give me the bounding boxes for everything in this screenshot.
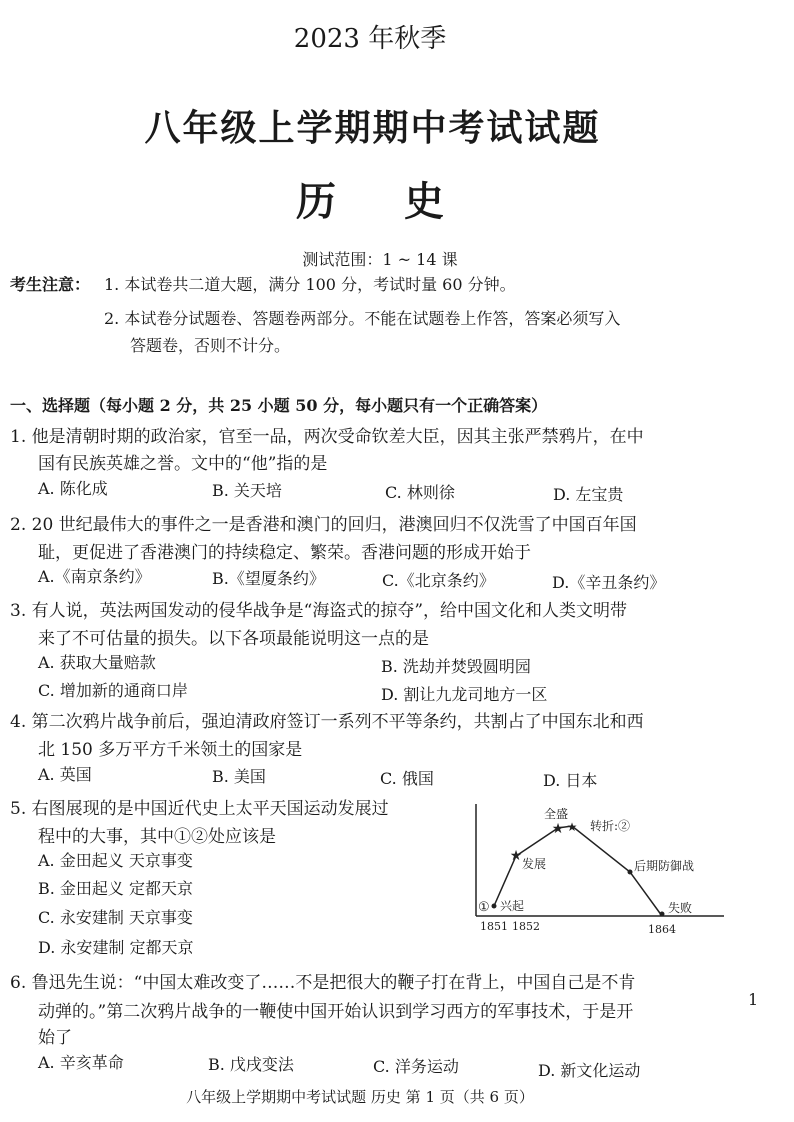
point-late: [628, 870, 633, 875]
year-1851: 1851: [480, 920, 508, 933]
q6-option-c: C. 洋务运动: [373, 1057, 459, 1076]
exam-season: 2023 年秋季: [293, 24, 447, 54]
star-peak-1: ★: [551, 821, 565, 837]
star-develop: ★: [509, 848, 523, 864]
label-late-defense: 后期防御战: [634, 859, 695, 873]
taiping-development-diagram: [462, 796, 762, 946]
question-4-line-1: 4. 第二次鸦片战争前后，强迫清政府签订一系列不平等条约，共割占了中国东北和西: [10, 712, 644, 732]
q3-option-d: D. 割让九龙司地方一区: [381, 685, 548, 704]
label-circle-1: ①: [478, 900, 490, 915]
page-side-mark: 1: [748, 990, 759, 1009]
q4-option-a: A. 英国: [38, 765, 92, 784]
star-peak-2: ★: [566, 820, 578, 834]
test-scope: 测试范围：1 ~ 14 课: [302, 250, 458, 269]
question-5-line-2: 程中的大事，其中①②处应该是: [38, 827, 276, 847]
q4-option-d: D. 日本: [543, 771, 598, 790]
question-3-line-2: 来了不可估量的损失。以下各项最能说明这一点的是: [38, 629, 429, 649]
notice-item-2: 2. 本试卷分试题卷、答题卷两部分。不能在试题卷上作答，答案必须写入: [104, 309, 621, 328]
q3-option-c: C. 增加新的通商口岸: [38, 681, 188, 700]
question-6-line-1: 6. 鲁迅先生说：“中国太难改变了……不是把很大的鞭子打在背上，中国自己是不肯: [10, 973, 636, 993]
point-rise: [492, 904, 497, 909]
q1-option-c: C. 林则徐: [385, 483, 455, 502]
q2-option-d: D.《辛丑条约》: [552, 573, 666, 592]
q3-option-a: A. 获取大量赔款: [38, 653, 156, 672]
q3-option-b: B. 洗劫并焚毁圆明园: [381, 657, 531, 676]
label-turn: 转折:②: [590, 819, 631, 833]
q5-option-c: C. 永安建制 天京事变: [38, 908, 193, 927]
notice-item-2-cont: 答题卷，否则不计分。: [130, 336, 291, 355]
subject-char-2: 史: [404, 178, 444, 225]
question-2-line-1: 2. 20 世纪最伟大的事件之一是香港和澳门的回归，港澳回归不仅洗雪了中国百年国: [10, 515, 637, 535]
subject-char-1: 历: [296, 178, 336, 225]
question-1-line-1: 1. 他是清朝时期的政治家，官至一品，两次受命钦差大臣，因其主张严禁鸦片，在中: [10, 427, 644, 447]
label-rise: 兴起: [500, 899, 525, 913]
notice-label: 考生注意：: [10, 275, 91, 294]
q6-option-b: B. 戊戌变法: [208, 1055, 294, 1074]
year-1864: 1864: [648, 923, 676, 936]
year-1852: 1852: [512, 920, 540, 933]
q4-option-b: B. 美国: [212, 767, 266, 786]
q1-option-a: A. 陈化成: [38, 479, 108, 498]
label-fail: 失败: [668, 901, 693, 915]
q1-option-d: D. 左宝贵: [553, 485, 624, 504]
q5-option-d: D. 永安建制 定都天京: [38, 938, 194, 957]
exam-title: 八年级上学期期中考试试题: [144, 107, 601, 149]
q2-option-a: A.《南京条约》: [38, 567, 151, 586]
q5-option-b: B. 金田起义 定都天京: [38, 879, 194, 898]
q6-option-d: D. 新文化运动: [538, 1061, 641, 1080]
question-5-line-1: 5. 右图展现的是中国近代史上太平天国运动发展过: [10, 799, 389, 819]
q5-option-a: A. 金田起义 天京事变: [38, 851, 193, 870]
point-fail: [660, 912, 665, 917]
question-2-line-2: 耻，更促进了香港澳门的持续稳定、繁荣。香港问题的形成开始于: [38, 543, 531, 563]
label-peak: 全盛: [544, 807, 569, 821]
q1-option-b: B. 关天培: [212, 481, 282, 500]
q2-option-c: C.《北京条约》: [382, 571, 495, 590]
q4-option-c: C. 俄国: [380, 769, 434, 788]
question-6-line-3: 始了: [38, 1028, 72, 1048]
notice-item-1: 1. 本试卷共二道大题，满分 100 分，考试时量 60 分钟。: [104, 275, 516, 294]
question-4-line-2: 北 150 多万平方千米领土的国家是: [38, 740, 303, 760]
question-6-line-2: 动弹的。”第二次鸦片战争的一鞭使中国开始认识到学习西方的军事技术，于是开: [38, 1002, 634, 1022]
section-title: 一、选择题（每小题 2 分，共 25 小题 50 分，每小题只有一个正确答案）: [10, 396, 548, 415]
q6-option-a: A. 辛亥革命: [38, 1053, 124, 1072]
question-1-line-2: 国有民族英雄之誉。文中的“他”指的是: [38, 454, 328, 474]
question-3-line-1: 3. 有人说，英法两国发动的侵华战争是“海盗式的掠夺”，给中国文化和人类文明带: [10, 601, 628, 621]
label-develop: 发展: [522, 857, 547, 871]
q2-option-b: B.《望厦条约》: [212, 569, 325, 588]
page-footer: 八年级上学期期中考试试题 历史 第 1 页（共 6 页）: [186, 1088, 534, 1106]
